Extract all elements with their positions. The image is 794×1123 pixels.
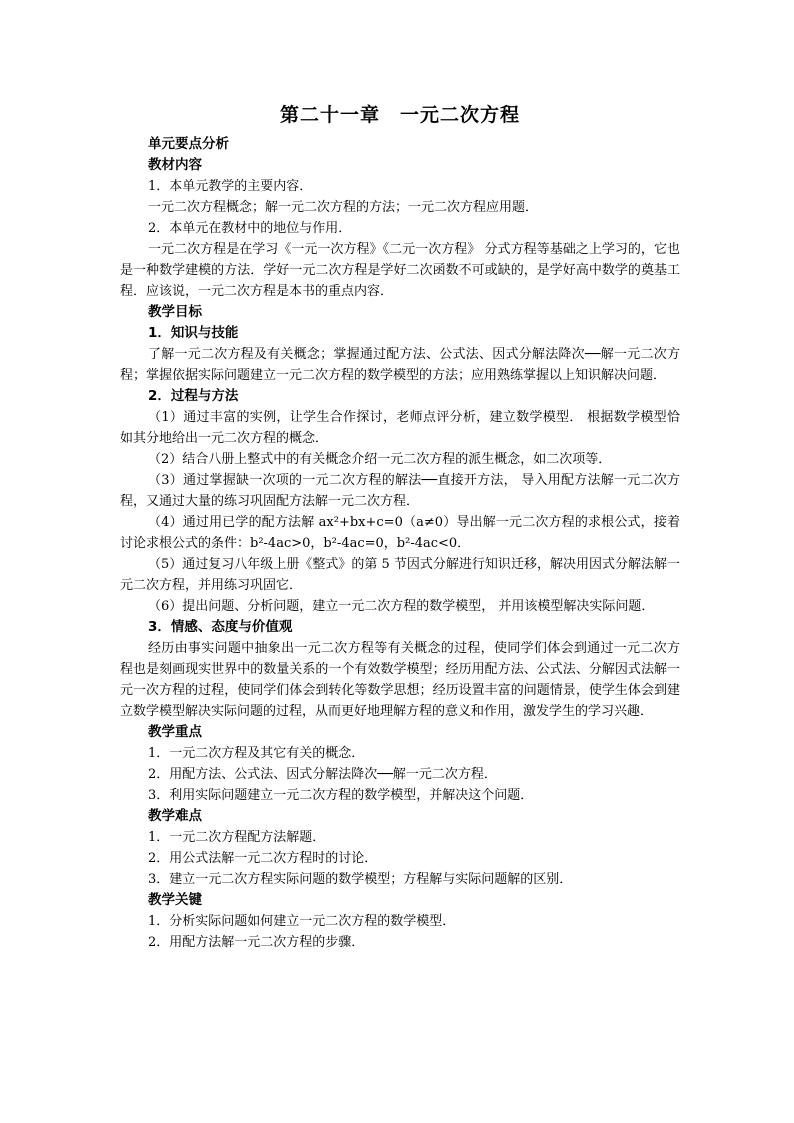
paragraph: 1．分析实际问题如何建立一元二次方程的数学模型． — [148, 914, 456, 929]
paragraph: 一元二次方程概念；解一元二次方程的方法；一元二次方程应用题． — [148, 200, 539, 215]
paragraph: （2）结合八册上整式中的有关概念介绍一元二次方程的派生概念，如二次项等． — [148, 452, 612, 467]
paragraph: 3．建立一元二次方程实际问题的数学模型；方程解与实际问题解的区别． — [148, 872, 573, 887]
heading-unit-analysis: 单元要点分析 — [148, 136, 229, 152]
page-title: 第二十一章 一元二次方程 — [279, 104, 520, 126]
document-page — [120, 100, 680, 953]
heading-key-points: 教学重点 — [148, 724, 202, 740]
paragraph: （5）通过复习八年级上册《整式》的第 5 节因式分解进行知识迁移，解决用因式分解法解一元二次方程，并用练习巩固它． — [120, 557, 680, 593]
paragraph: 一元二次方程是在学习《一元一次方程》《二元一次方程》 分式方程等基础之上学习的，它也是一种数学建模的方法．学好一元二次方程是学好二次函数不可或缺的，是学好高中数学的奠基工程．应该说，一元二次方程是本书的重点内容． — [120, 242, 680, 299]
paragraph: 了解一元二次方程及有关概念；掌握通过配方法、公式法、因式分解法降次──解一元二次方程；掌握依据实际问题建立一元二次方程的数学模型的方法；应用熟练掌握以上知识解决问题． — [120, 347, 680, 383]
paragraph: 2．用配方法、公式法、因式分解法降次──解一元二次方程． — [148, 767, 497, 782]
heading-content: 教材内容 — [148, 157, 202, 173]
paragraph: 1．本单元教学的主要内容． — [148, 179, 313, 194]
paragraph: （1）通过丰富的实例，让学生合作探讨，老师点评分析，建立数学模型． 根据数学模型恰如其分地给出一元二次方程的概念． — [120, 410, 680, 446]
paragraph: 2．用配方法解一元二次方程的步骤． — [148, 935, 365, 950]
paragraph: 3．利用实际问题建立一元二次方程的数学模型，并解决这个问题． — [148, 788, 534, 803]
paragraph: 2．本单元在教材中的地位与作用． — [148, 221, 352, 236]
heading-key: 教学关键 — [148, 892, 202, 908]
paragraph: （4）通过用已学的配方法解 ax²+bx+c=0（a≠0）导出解一元二次方程的求根公式，接着讨论求根公式的条件：b²-4ac>0，b²-4ac=0，b²-4ac<0． — [120, 515, 680, 551]
heading-attitude: 3．情感、态度与价值观 — [148, 619, 293, 635]
paragraph: 1．一元二次方程配方法解题． — [148, 830, 326, 845]
paragraph: 经历由事实问题中抽象出一元二次方程等有关概念的过程，使同学们体会到通过一元二次方程也是刻画现实世界中的数量关系的一个有效数学模型；经历用配方法、公式法、分解因式法解一元一次方程的过程，使同学们体会到转化等数学思想；经历设置丰富的问题情景，使学生体会到建立数学模型解决实际问题的过程，从而更好地理解方程的意义和作用，激发学生的学习兴趣． — [120, 641, 680, 719]
paragraph: （6）提出问题、分析问题，建立一元二次方程的数学模型， 并用该模型解决实际问题． — [148, 599, 655, 614]
heading-goals: 教学目标 — [148, 304, 202, 320]
paragraph: 1．一元二次方程及其它有关的概念． — [148, 746, 365, 761]
heading-knowledge: 1．知识与技能 — [148, 325, 239, 341]
document-body — [120, 134, 680, 953]
heading-difficulties: 教学难点 — [148, 808, 202, 824]
paragraph: （3）通过掌握缺一次项的一元二次方程的解法──直接开方法， 导入用配方法解一元二次方程，又通过大量的练习巩固配方法解一元二次方程． — [120, 473, 680, 509]
paragraph: 2．用公式法解一元二次方程时的讨论． — [148, 851, 378, 866]
heading-process: 2．过程与方法 — [148, 388, 239, 404]
